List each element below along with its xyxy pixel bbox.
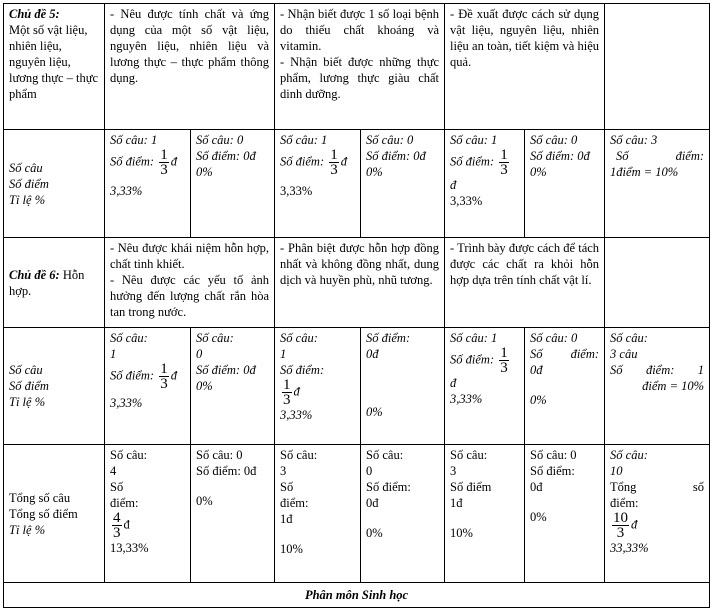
ti-le: 0% (196, 165, 213, 179)
so-diem-right: 1 (697, 363, 705, 377)
topic-5-know: - Nêu được tính chất và ứng dụng của một số vật liệu, nguyên liệu, nhiên liệu và lương thực – thực phẩm thông dụng. (105, 4, 275, 130)
so-cau: Số câu: 3 (610, 133, 658, 147)
so-cau: Số câu: (366, 448, 404, 462)
so-diem: Số điểm: (110, 154, 155, 169)
so-cau: Số câu: 0 (530, 448, 577, 462)
label-ti-le: Tỉ lệ % (9, 395, 46, 409)
so-cau-value: 1 (110, 347, 117, 361)
so-cau: Số câu: 0 (196, 133, 244, 147)
so-diem-a: Số (280, 480, 294, 494)
fraction: $\frac{10}{3}$ (613, 510, 629, 541)
topic-6-know-a: - Nêu được khái niệm hỗn hợp, chất tinh khiết. (110, 241, 270, 271)
topic-6-title: Chủ đề 6: (9, 267, 60, 282)
topic-6-understand: - Phân biệt được hỗn hợp đồng nhất và không đồng nhất, dung dịch và huyền phù, nhũ tương. (275, 238, 445, 328)
so: số (692, 480, 705, 494)
ti-le: 13,33% (110, 541, 149, 555)
so-diem-value: 0đ (366, 496, 379, 510)
topic-6-cell (4, 238, 105, 328)
so-diem-left: Số (610, 363, 623, 377)
totals-label (4, 445, 105, 583)
ti-le: 10% (450, 526, 473, 540)
ti-le: 1điểm = 10% (610, 165, 679, 179)
unit: đ (123, 517, 130, 532)
so-cau: Số câu: 0 (196, 448, 243, 462)
so-diem-left: Số (530, 347, 543, 361)
so-diem-mid: điểm: (645, 363, 675, 377)
topic-6-stats-row (4, 328, 710, 445)
ti-le: 0% (530, 165, 547, 179)
ti-le: 3,33% (450, 392, 483, 406)
so-cau: Số câu: (610, 448, 648, 462)
label-tong-so-diem: Tổng số điểm (9, 506, 78, 521)
so-cau-value: 0 (196, 347, 203, 361)
unit: đ (450, 376, 457, 390)
topic-5-apply-tn (445, 130, 525, 238)
topic-5-under-tl (361, 130, 445, 238)
topic-6-under-tl (361, 328, 445, 445)
topic-5-know-tn (105, 130, 191, 238)
so-cau: Số câu: 1 (280, 133, 328, 147)
so-diem-value: 1đ (450, 496, 463, 510)
so-cau-value: 4 (110, 464, 117, 478)
so-diem: Số điểm: (366, 480, 411, 494)
fraction: $\frac{1}{3}$ (500, 345, 508, 376)
so-cau: Số câu: 0 (366, 133, 414, 147)
topic-5-row (4, 4, 710, 130)
topic-5-under-tn (275, 130, 361, 238)
topic-5-know-tl (191, 130, 275, 238)
label-so-diem: Số điểm (9, 176, 49, 191)
ti-le: 3,33% (110, 184, 143, 198)
so-diem-value: 0đ (366, 347, 379, 361)
ti-le: 10% (280, 542, 303, 556)
topic-5-understand-a: - Nhận biết được 1 số loại bệnh do thiếu chất khoáng và vitamin. (280, 7, 440, 53)
so-cau-value: 0 (366, 464, 373, 478)
topic-6-know (105, 238, 275, 328)
so-diem-left: Số (616, 149, 629, 163)
fraction: $\frac{1}{3}$ (500, 147, 508, 178)
topic-5-apply-tl (525, 130, 605, 238)
label-ti-le: Tỉ lệ % (9, 192, 46, 207)
ti-le: 0% (366, 405, 383, 419)
totals-under-tl (361, 445, 445, 583)
fraction: $\frac{1}{3}$ (160, 147, 168, 178)
label-so-diem: Số điểm (9, 379, 49, 393)
so-diem: Số điểm: (280, 154, 325, 169)
ti-le: 3,33% (280, 184, 313, 198)
so-diem: Số điểm (450, 480, 492, 494)
unit: đ (170, 368, 177, 383)
ti-le: 3,33% (450, 194, 483, 208)
so-cau-value: 3 câu (610, 347, 638, 361)
so-diem: Số điểm: (450, 154, 495, 169)
so-diem-a: Số (110, 480, 124, 494)
topic-5-stats-label (4, 130, 105, 238)
so-diem-b: điểm: (110, 496, 139, 510)
so-cau: Số câu: (280, 331, 318, 345)
label-tong-so-cau: Tổng số câu (9, 490, 71, 505)
so-cau-value: 3 (450, 464, 457, 478)
so-cau: Số câu: 0 (530, 133, 578, 147)
so-diem-value: 0đ (530, 363, 543, 377)
so-cau-value: 1 (280, 347, 287, 361)
so-cau: Số câu: 1 (110, 133, 158, 147)
so-diem-right: điểm: (675, 149, 705, 163)
ti-le: 0% (366, 526, 383, 540)
so-cau: Số câu: 1 (450, 331, 498, 345)
fraction: $\frac{4}{3}$ (113, 510, 121, 541)
ti-le: 0% (530, 510, 547, 524)
ti-le: điểm = 10% (642, 379, 705, 393)
diem: điểm: (610, 496, 639, 510)
totals-total (605, 445, 710, 583)
totals-know-tn (105, 445, 191, 583)
so-diem: Số điểm: 0đ (366, 149, 426, 163)
ti-le: 3,33% (110, 396, 143, 410)
section-footer-row (4, 583, 710, 608)
so-diem-value: 1đ (280, 512, 293, 526)
so-diem: Số điểm: 0đ (196, 363, 256, 377)
topic-5-desc: Một số vật liệu, nhiên liệu, nguyên liệu, lương thực – thực phẩm (9, 23, 99, 101)
topic-5-total (605, 130, 710, 238)
unit: đ (293, 384, 300, 399)
so-cau: Số câu: 0 (530, 331, 578, 345)
so-diem: Số điểm: 0đ (196, 149, 256, 163)
so-diem: Số điểm: 0đ (196, 464, 257, 478)
totals-under-tn (275, 445, 361, 583)
unit: đ (631, 517, 638, 532)
fraction: $\frac{1}{3}$ (160, 361, 168, 392)
ti-le: 0% (530, 393, 547, 407)
topic-5-understand-b: - Nhận biết được những thực phẩm, lương thực giàu chất dinh dưỡng. (280, 55, 440, 101)
so-cau: Số câu: (110, 448, 148, 462)
totals-apply-tl (525, 445, 605, 583)
topic-6-know-tl (191, 328, 275, 445)
topic-5-understand (275, 4, 445, 130)
topic-6-under-tn (275, 328, 361, 445)
topic-5-cell (4, 4, 105, 130)
section-title: Phân môn Sinh học (4, 583, 710, 608)
unit: đ (340, 154, 347, 169)
totals-apply-tn (445, 445, 525, 583)
topic-6-stats-label (4, 328, 105, 445)
fraction: $\frac{1}{3}$ (283, 377, 291, 408)
topic-6-row (4, 238, 710, 328)
fraction: $\frac{1}{3}$ (330, 147, 338, 178)
topic-6-know-tn (105, 328, 191, 445)
topic-6-apply-tn (445, 328, 525, 445)
so-diem: Số điểm: (530, 464, 575, 478)
so-cau: Số câu: 1 (450, 133, 498, 147)
ti-le: 0% (196, 494, 213, 508)
so-cau-value: 3 (280, 464, 287, 478)
ti-le: 33,33% (610, 541, 649, 555)
so-diem: Số điểm: 0đ (530, 149, 590, 163)
tong: Tổng (610, 480, 637, 494)
so-diem-right: điểm: (570, 347, 600, 361)
totals-row (4, 445, 710, 583)
label-ti-le: Tỉ lệ % (9, 522, 46, 537)
topic-6-total (605, 328, 710, 445)
topic-6-apply: - Trình bày được cách để tách được các chất ra khỏi hỗn hợp dựa trên tính chất vật lí. (445, 238, 605, 328)
so-cau: Số câu: (280, 448, 318, 462)
so-diem: Số điểm: (280, 363, 325, 377)
topic-6-desc: Hỗn hợp. (9, 267, 85, 298)
unit: đ (450, 178, 457, 192)
exam-matrix-table (3, 3, 710, 608)
so-cau: Số câu: (450, 448, 488, 462)
unit: đ (170, 154, 177, 169)
so-cau-value: 10 (610, 464, 623, 478)
topic-6-know-b: - Nêu được các yếu tố ảnh hưởng đến lượng chất rắn hòa tan trong nước. (110, 273, 270, 319)
ti-le: 0% (366, 165, 383, 179)
topic-5-title: Chủ đề 5: (9, 7, 60, 21)
ti-le: 0% (196, 379, 213, 393)
topic-6-apply-tl (525, 328, 605, 445)
so-cau: Số câu: (110, 331, 148, 345)
topic-5-apply: - Đề xuất được cách sử dụng vật liệu, nguyên liệu, nhiên liệu an toàn, tiết kiệm và hiệu quả. (445, 4, 605, 130)
so-diem-b: điểm: (280, 496, 309, 510)
totals-know-tl (191, 445, 275, 583)
so-diem: Số điểm: (110, 368, 155, 383)
so-cau: Số câu: (196, 331, 234, 345)
so-cau: Số câu: (610, 331, 648, 345)
label-so-cau: Số câu (9, 160, 43, 175)
ti-le: 3,33% (280, 408, 313, 422)
label-so-cau: Số câu (9, 363, 43, 377)
so-diem: Số điểm: (450, 352, 495, 367)
so-diem: Số điểm: (366, 331, 411, 345)
topic-6-empty (605, 238, 710, 328)
so-diem-value: 0đ (530, 480, 543, 494)
topic-5-empty (605, 4, 710, 130)
topic-5-stats-row (4, 130, 710, 238)
